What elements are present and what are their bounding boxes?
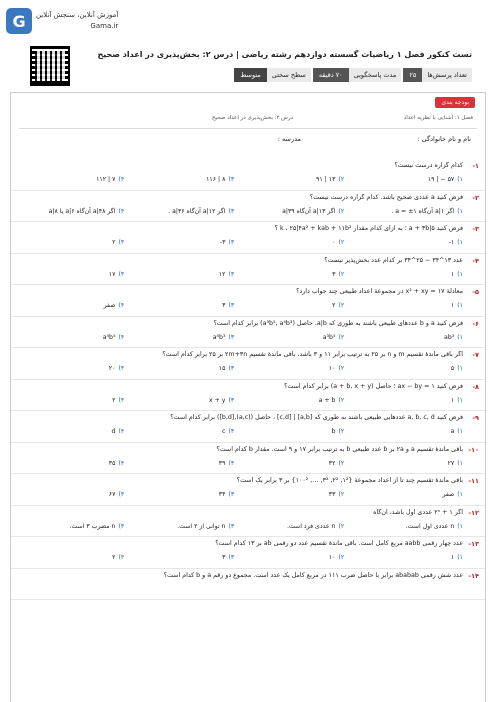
answer-option[interactable] xyxy=(96,176,124,183)
option-number: ۱) xyxy=(457,554,463,561)
option-number: ۱) xyxy=(457,239,463,246)
option-text: ۳۳ xyxy=(328,491,336,498)
option-text: a⁴b⁵ xyxy=(102,333,116,341)
answer-option[interactable] xyxy=(168,208,234,215)
option-text: ۷ | ۱۱۲ xyxy=(96,176,116,183)
answer-option[interactable] xyxy=(112,428,125,435)
option-text: ۱۷ xyxy=(108,270,116,278)
option-text: ۲۰ xyxy=(108,365,116,372)
meta-label: تعداد پرسش‌ها xyxy=(422,68,472,82)
option-text: ۲۷ xyxy=(447,459,455,467)
answer-option[interactable] xyxy=(49,208,125,215)
question-stem: معادلهٔ x² + xy = ۱۷ در مجموعهٔ اعداد طبیعی چند جواب دارد؟ xyxy=(296,288,463,295)
answer-option[interactable] xyxy=(428,176,463,183)
answer-option[interactable] xyxy=(206,176,234,183)
option-number: ۴) xyxy=(118,176,125,183)
option-text: ۶۷ xyxy=(108,491,116,498)
answer-option[interactable] xyxy=(450,428,463,435)
option-number: ۳) xyxy=(228,270,235,278)
meta-label: مدت پاسخگویی xyxy=(349,68,402,82)
question-number: ۵- xyxy=(472,288,479,296)
option-number: ۳) xyxy=(228,491,235,498)
option-number: ۱) xyxy=(457,176,463,183)
option-number: ۲) xyxy=(338,270,345,278)
option-number: ۲) xyxy=(338,302,345,309)
question-item xyxy=(11,348,485,380)
option-text: ۳۵ xyxy=(108,459,116,467)
question-stem: عدد شش رقمی ababab برابر با حاصل ضرب ۱۱۱ در مربع کامل یک عدد است. مجموع دو رقم a و b کدام است؟ xyxy=(163,571,463,579)
option-number: ۴) xyxy=(118,302,125,309)
meta-value: ۲۵ xyxy=(403,68,422,82)
answer-option[interactable] xyxy=(451,271,463,278)
answer-options xyxy=(23,586,463,598)
question-number: ۱۱- xyxy=(468,477,479,485)
question-item xyxy=(11,159,485,191)
option-number: ۲) xyxy=(338,428,345,435)
option-text: ۱- xyxy=(448,239,455,246)
question-number: ۱۴- xyxy=(468,571,479,580)
option-text: d xyxy=(111,428,116,435)
option-text: ۳ xyxy=(332,270,336,278)
answer-option[interactable] xyxy=(329,460,344,467)
question-number: ۱۰- xyxy=(468,445,479,454)
option-number: ۴) xyxy=(118,396,125,404)
question-number: ۶- xyxy=(472,319,479,328)
meta-value: متوسط xyxy=(234,68,266,82)
option-text: n عددی فرد است. xyxy=(287,522,336,530)
answer-option[interactable] xyxy=(444,334,463,341)
answer-options xyxy=(23,365,463,377)
option-text: ۲ xyxy=(112,239,116,246)
question-number: ۱- xyxy=(472,162,479,170)
option-number: ۴) xyxy=(118,333,125,341)
answer-option[interactable] xyxy=(332,302,344,309)
answer-options xyxy=(23,334,463,346)
answer-options xyxy=(23,554,463,566)
site-tagline: آموزش آنلاین، سنجش آنلاین xyxy=(36,11,119,19)
answer-option[interactable] xyxy=(222,554,234,561)
question-stem: باقی ماندهٔ تقسیم a و ۲a بر b عدد طبیعی b به ترتیب برابر ۱۷ و ۹ است. مقدار b کدام است؟ xyxy=(216,445,463,453)
name-label: نام و نام خانوادگی : xyxy=(417,135,471,143)
option-number: ۲) xyxy=(338,176,345,183)
option-text: ۸ | ۱۱۶ xyxy=(206,176,226,183)
option-text: ۳۲ xyxy=(328,459,336,467)
answer-option[interactable] xyxy=(329,365,344,372)
question-number: ۱۲- xyxy=(468,508,479,517)
question-number: ۸- xyxy=(472,382,479,391)
question-stem: اگر ۲ⁿ + ۱ عددی اول باشد، آن‌گاه xyxy=(373,508,463,516)
question-number: ۱۳- xyxy=(468,540,479,548)
option-text: ۰ xyxy=(332,239,336,246)
option-number: ۴) xyxy=(118,239,125,246)
option-number: ۲) xyxy=(338,239,345,246)
answer-option[interactable] xyxy=(112,239,124,246)
option-number: ۲) xyxy=(338,207,345,215)
option-number: ۱) xyxy=(457,302,463,309)
option-text: ۱۳ | ۹۱ xyxy=(316,176,336,183)
option-number: ۴) xyxy=(118,365,125,372)
option-number: ۱) xyxy=(457,270,463,278)
answer-option[interactable] xyxy=(323,334,344,341)
option-number: ۴) xyxy=(118,522,125,530)
option-number: ۳) xyxy=(228,554,235,561)
answer-option[interactable] xyxy=(451,397,463,404)
option-number: ۴) xyxy=(118,270,125,278)
option-text: اگر a|۱۲ آن‌گاه a|۳۶ . xyxy=(168,207,226,215)
qr-code-icon xyxy=(30,46,70,86)
option-number: ۳) xyxy=(228,176,235,183)
answer-options xyxy=(23,176,463,188)
question-item xyxy=(11,191,485,223)
option-number: ۴) xyxy=(118,554,125,561)
answer-option[interactable] xyxy=(451,302,463,309)
answer-option[interactable] xyxy=(391,208,463,215)
question-item xyxy=(11,380,485,412)
option-text: ab³ xyxy=(444,333,455,341)
answer-option[interactable] xyxy=(69,523,124,530)
option-text: ۲ xyxy=(112,554,116,561)
option-text: n توانی از ۲ است. xyxy=(177,522,226,530)
option-text: ۳ xyxy=(222,302,226,309)
answer-option[interactable] xyxy=(282,208,344,215)
answer-option[interactable] xyxy=(209,397,234,404)
option-text: ۱۰ xyxy=(328,554,336,561)
option-text: صفر xyxy=(103,302,116,309)
meta-duration xyxy=(313,68,401,82)
answer-options xyxy=(23,523,463,535)
answer-options xyxy=(23,460,463,472)
question-number: ۷- xyxy=(472,351,479,359)
question-stem: کدام گزاره درست نیست؟ xyxy=(394,162,463,169)
option-text: اگر a|۴۸ آن‌گاه a|۶ یا a|۸ xyxy=(48,207,116,215)
exam-sheet xyxy=(10,92,486,702)
answer-option[interactable] xyxy=(316,176,344,183)
question-item xyxy=(11,537,485,569)
answer-option[interactable] xyxy=(448,460,463,467)
option-text: x + y xyxy=(209,396,226,404)
answer-option[interactable] xyxy=(406,523,463,530)
option-number: ۳) xyxy=(228,239,235,246)
answer-option[interactable] xyxy=(451,365,463,372)
option-number: ۱) xyxy=(457,522,463,530)
answer-option[interactable] xyxy=(332,239,344,246)
option-text: ۵۷ − | ۱۹ xyxy=(427,176,455,183)
answer-option[interactable] xyxy=(109,460,124,467)
document-title: تست کنکور فصل ۱ ریاضیات گسسته دوازدهم رشته ریاضی | درس ۲: بخش‌پذیری در اعداد صحیح xyxy=(97,50,472,59)
answer-option[interactable] xyxy=(109,491,124,498)
option-number: ۲) xyxy=(338,365,345,372)
answer-option[interactable] xyxy=(219,271,234,278)
option-text: ۲ xyxy=(112,396,116,404)
site-brand xyxy=(36,10,118,32)
answer-option[interactable] xyxy=(451,554,463,561)
question-number: ۳- xyxy=(472,225,479,233)
question-list xyxy=(11,159,485,600)
option-text: n مضرب ۳ است. xyxy=(69,522,116,530)
question-stem: عدد ۱۳^۳۴ − ۲۵^۳۴ بر کدام عدد بخش‌پذیر نیست؟ xyxy=(324,256,463,264)
option-text: ۳- xyxy=(219,239,226,246)
option-number: ۱) xyxy=(457,207,463,215)
option-text: ۱۵ xyxy=(218,365,226,372)
answer-option[interactable] xyxy=(112,397,124,404)
meta-question-count xyxy=(403,68,472,82)
option-number: ۳) xyxy=(228,333,235,341)
option-number: ۳) xyxy=(228,522,235,530)
question-stem: فرض کنید a, b, c, d عددهایی طبیعی باشند به طوری که [a,b] | [c,d] ، حاصل ((a,c),[b,d]) برابر کدام است؟ xyxy=(170,414,463,421)
option-number: ۲) xyxy=(338,396,345,404)
answer-options xyxy=(23,271,463,283)
option-text: صفر xyxy=(442,491,455,498)
option-text: a³b⁵ xyxy=(322,333,336,341)
question-stem: اگر باقی ماندهٔ تقسیم m و n بر ۲۵ به ترتیب برابر ۱۱ و ۳ باشد، باقی ماندهٔ تقسیم ۲m+۳n بر ۲۵ برابر کدام است؟ xyxy=(162,351,463,358)
gama-logo-icon[interactable]: G xyxy=(6,8,32,34)
option-number: ۳) xyxy=(228,302,235,309)
answer-option[interactable] xyxy=(449,239,463,246)
option-number: ۲) xyxy=(338,522,345,530)
option-number: ۳) xyxy=(228,428,235,435)
budget-badge: بودجه بندی xyxy=(435,97,475,108)
option-number: ۴) xyxy=(118,428,125,435)
answer-option[interactable] xyxy=(112,554,124,561)
meta-value: ۷۰ دقیقه xyxy=(313,68,349,82)
option-number: ۱) xyxy=(457,428,463,435)
question-stem: فرض کنید ۵|a + ۳b ؛ به ازای کدام مقدار k ، ۲۵|۴a² + kab + ۱۱b² ؟ xyxy=(274,225,463,232)
answer-option[interactable] xyxy=(109,271,124,278)
option-number: ۳) xyxy=(228,459,235,467)
option-text: b xyxy=(331,428,336,435)
lesson-label: درس ۲: بخش‌پذیری در اعداد صحیح xyxy=(212,115,293,121)
option-number: ۲) xyxy=(338,491,345,498)
answer-options xyxy=(23,208,463,220)
question-item xyxy=(11,569,485,601)
option-number: ۱) xyxy=(457,459,463,467)
answer-options xyxy=(23,302,463,314)
answer-options xyxy=(23,491,463,503)
question-stem: فرض کنید a عددی صحیح باشد. کدام گزاره درست نیست؟ xyxy=(309,193,463,201)
question-item xyxy=(11,411,485,443)
option-number: ۱) xyxy=(457,491,463,498)
answer-option[interactable] xyxy=(109,365,124,372)
answer-option[interactable] xyxy=(219,460,234,467)
option-number: ۴) xyxy=(118,207,125,215)
option-text: ۳ xyxy=(222,554,226,561)
document-meta xyxy=(234,68,472,82)
option-number: ۲) xyxy=(338,333,345,341)
option-text: n عددی اول است. xyxy=(405,522,455,530)
option-text: ۳۹ xyxy=(218,459,226,467)
answer-option[interactable] xyxy=(104,302,125,309)
divider xyxy=(19,128,477,129)
answer-options xyxy=(23,428,463,440)
answer-option[interactable] xyxy=(329,491,344,498)
answer-option[interactable] xyxy=(442,491,463,498)
option-text: ۲ xyxy=(332,302,336,309)
meta-label: سطح سختی xyxy=(267,68,311,82)
question-stem: باقی ماندهٔ تقسیم چند تا از اعداد مجموعهٔ {۱², ۲², ۳², …, ۱۰۰²} بر ۳ برابر یک است؟ xyxy=(236,477,463,484)
option-number: ۲) xyxy=(338,554,345,561)
option-text: ۵ xyxy=(450,365,455,372)
option-text: ۱ xyxy=(450,396,455,404)
option-text: c xyxy=(222,428,226,435)
option-number: ۳) xyxy=(228,365,235,372)
answer-option[interactable] xyxy=(213,334,234,341)
option-text: ۱ xyxy=(450,302,455,309)
option-number: ۲) xyxy=(338,459,345,467)
chapter-info xyxy=(23,113,473,127)
option-text: ۱۰ xyxy=(328,365,336,372)
answer-options xyxy=(23,397,463,409)
question-number: ۴- xyxy=(472,256,479,265)
option-number: ۴) xyxy=(118,459,125,467)
question-item xyxy=(11,443,485,475)
option-number: ۱) xyxy=(457,365,463,372)
option-number: ۴) xyxy=(118,491,125,498)
answer-option[interactable] xyxy=(287,523,344,530)
chapter-label: فصل ۱: آشنایی با نظریه اعداد xyxy=(403,115,473,121)
answer-option[interactable] xyxy=(219,365,234,372)
option-text: ۱ xyxy=(450,554,455,561)
title-band xyxy=(10,44,486,90)
question-stem: عدد چهار رقمی aabb مربع کامل است. باقی ماندهٔ تقسیم عدد دو رقمی ab بر ۱۳ کدام است؟ xyxy=(215,540,463,547)
site-domain[interactable]: Gama.ir xyxy=(90,22,119,30)
option-text: a⁴b³ xyxy=(212,333,226,341)
answer-options xyxy=(23,239,463,251)
site-header xyxy=(0,0,496,44)
meta-difficulty xyxy=(234,68,310,82)
answer-option[interactable] xyxy=(103,334,124,341)
question-item xyxy=(11,474,485,506)
option-number: ۳) xyxy=(228,396,235,404)
option-text: ۱۲ xyxy=(218,270,226,278)
option-text: a xyxy=(450,428,455,435)
question-number: ۲- xyxy=(472,193,479,202)
option-number: ۱) xyxy=(457,396,463,404)
option-text: ۳۴ xyxy=(218,491,226,498)
answer-option[interactable] xyxy=(220,239,234,246)
question-item xyxy=(11,506,485,538)
option-text: a + b xyxy=(318,396,336,404)
answer-option[interactable] xyxy=(329,554,344,561)
question-item xyxy=(11,317,485,349)
question-stem: فرض کنید a و b عددهای طبیعی باشند به طوری که a|b. حاصل (a³b⁵, a⁴b³) برابر کدام است؟ xyxy=(213,319,463,327)
answer-option[interactable] xyxy=(332,428,345,435)
question-stem: فرض کنید ax − by = ۱ ؛ حاصل (a + b, x + y) برابر کدام است؟ xyxy=(284,382,463,390)
answer-option[interactable] xyxy=(177,523,234,530)
answer-option[interactable] xyxy=(222,428,234,435)
option-number: ۱) xyxy=(457,333,463,341)
question-number: ۹- xyxy=(472,414,479,422)
answer-option[interactable] xyxy=(219,491,234,498)
school-label: مدرسه : xyxy=(277,135,301,143)
answer-option[interactable] xyxy=(332,271,344,278)
answer-option[interactable] xyxy=(222,302,234,309)
option-text: ۱ xyxy=(450,270,455,278)
answer-option[interactable] xyxy=(319,397,345,404)
question-item xyxy=(11,285,485,317)
option-number: ۳) xyxy=(228,207,235,215)
question-item xyxy=(11,222,485,254)
option-text: اگر a|۱۳ آن‌گاه a|۳۹ xyxy=(282,207,336,215)
option-text: اگر a|۱ آن‌گاه a = ±۱ . xyxy=(391,207,455,215)
question-item xyxy=(11,254,485,286)
